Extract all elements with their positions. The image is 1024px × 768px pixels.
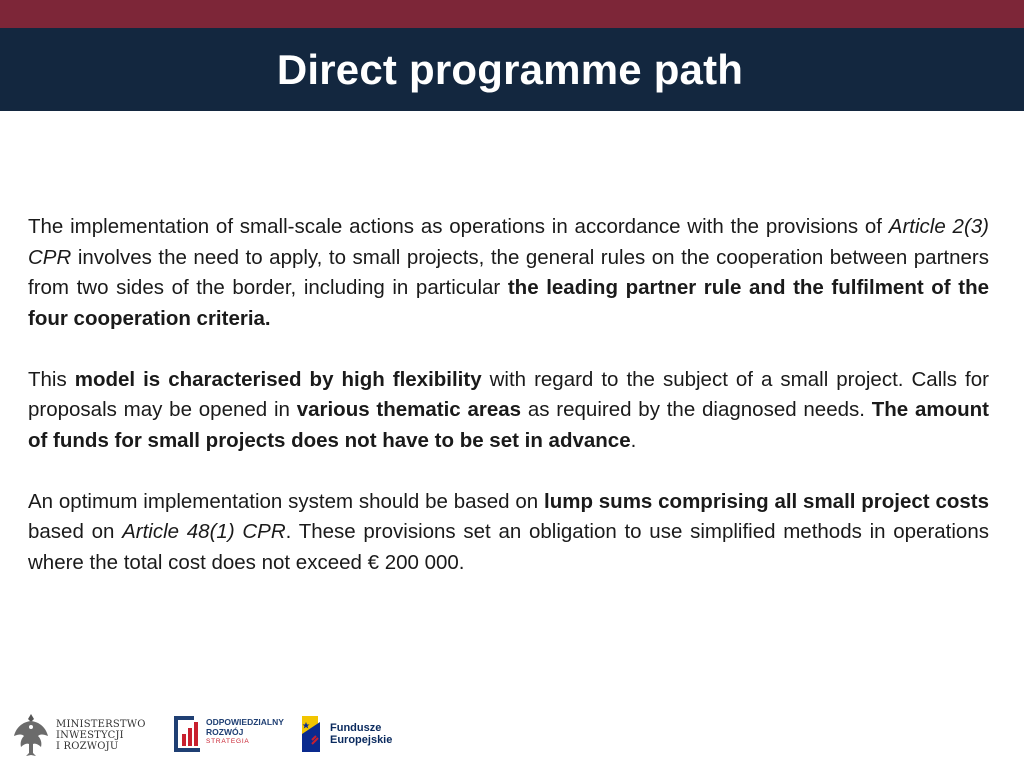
text-run: This — [28, 367, 75, 391]
emphasis-text: the leading partner rule and the fulfilment of the four cooperation criteria. — [28, 276, 989, 330]
bar-chart-icon — [172, 712, 202, 752]
eagle-emblem-icon — [12, 712, 50, 758]
ministry-line-3: I ROZWOJU — [56, 740, 119, 752]
footer-logos — [0, 700, 1024, 768]
strategy-line-3: STRATEGIA — [206, 738, 250, 745]
eu-star-icon — [298, 714, 324, 754]
text-run: . These provisions set an obligation to use simplified methods in operations where the total cost does not exceed € 200 000. — [28, 520, 989, 574]
text-run: An optimum implementation system should be based on — [28, 489, 544, 513]
emphasis-text: The amount of funds for small projects does not have to be set in advance — [28, 398, 990, 452]
strategy-line-2: ROZWÓJ — [206, 727, 244, 737]
citation-text: Article 2(3) CPR — [28, 215, 989, 269]
emphasis-text: lump sums comprising all small project costs — [544, 489, 989, 513]
title-bar — [0, 28, 1024, 111]
text-run: . — [630, 428, 637, 452]
strategy-line-1: ODPOWIEDZIALNY — [206, 717, 284, 727]
text-run: The implementation of small-scale actions as operations in accordance with the provisions of — [28, 215, 889, 238]
paragraph — [28, 487, 989, 579]
body-text — [28, 212, 989, 609]
funds-line-2: Europejskie — [330, 734, 393, 746]
funds-line-1: Fundusze — [330, 722, 382, 734]
citation-text: Article 48(1) CPR — [122, 520, 286, 543]
ministry-line-1: MINISTERSTWO — [56, 718, 146, 730]
text-run: with regard to the subject of a small project. Calls for proposals may be opened in — [28, 367, 989, 421]
top-accent-stripe — [0, 0, 1024, 28]
text-run: involves the need to apply, to small projects, the general rules on the cooperation between partners from two sides of the border, including in particular — [28, 245, 989, 299]
ministry-line-2: INWESTYCJI — [56, 729, 124, 741]
paragraph — [28, 212, 989, 334]
funds-logo — [298, 712, 408, 756]
paragraph — [28, 365, 989, 457]
text-run: based on — [28, 520, 123, 543]
emphasis-text: model is characterised by high flexibility — [74, 367, 482, 391]
ministry-logo — [12, 710, 152, 760]
emphasis-text: various thematic areas — [296, 398, 522, 421]
page-title: Direct programme path — [276, 45, 744, 93]
text-run: as required by the diagnosed needs. — [521, 398, 872, 421]
strategy-logo — [172, 710, 292, 754]
